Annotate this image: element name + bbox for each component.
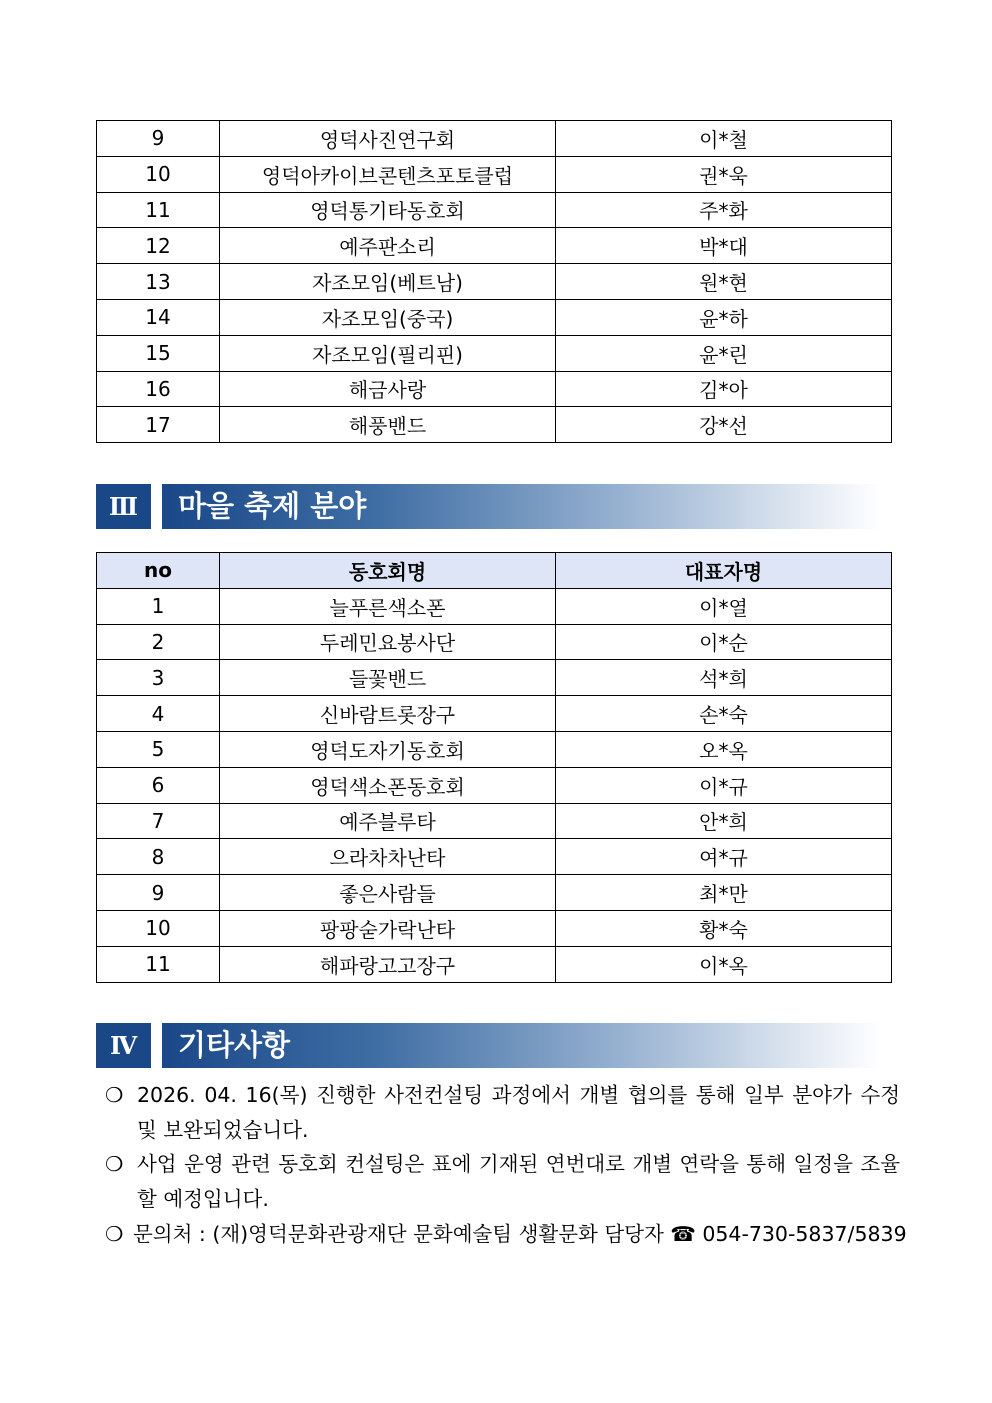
note-item: [105, 1217, 905, 1252]
note-item: [105, 1147, 900, 1217]
table-row: [97, 875, 892, 911]
table-row: [97, 407, 892, 443]
cell-representative: 황*숙: [556, 910, 892, 946]
cell-no: 14: [97, 299, 220, 335]
cell-no: 9: [97, 875, 220, 911]
cell-representative: 윤*하: [556, 299, 892, 335]
circle-bullet-icon: ❍: [105, 1222, 124, 1246]
cell-club-name: 해금사랑: [220, 371, 556, 407]
note-text: 2026. 04. 16(목) 진행한 사전컨설팅 과정에서 개별 협의를 통해 일부 분야가 수정 및 보완되었습니다.: [137, 1083, 900, 1142]
section-title: 마을 축제 분야: [162, 484, 881, 529]
table-row: [97, 767, 892, 803]
table-row: [97, 588, 892, 624]
cell-no: 2: [97, 624, 220, 660]
table-row: [97, 660, 892, 696]
table-row: [97, 624, 892, 660]
cell-no: 13: [97, 264, 220, 300]
cell-representative: 오*옥: [556, 731, 892, 767]
cell-no: 12: [97, 228, 220, 264]
cell-club-name: 팡팡숟가락난타: [220, 910, 556, 946]
cell-no: 5: [97, 731, 220, 767]
section-3-header: [96, 484, 881, 529]
cell-club-name: 자조모임(필리핀): [220, 335, 556, 371]
table-row: [97, 696, 892, 732]
cell-no: 16: [97, 371, 220, 407]
cell-no: 1: [97, 588, 220, 624]
cell-club-name: 영덕색소폰동호회: [220, 767, 556, 803]
cell-no: 3: [97, 660, 220, 696]
cell-representative: 김*아: [556, 371, 892, 407]
note-text: 문의처 : (재)영덕문화관광재단 문화예술팀 생활문화 담당자 ☎ 054-730-5837/5839: [133, 1222, 907, 1246]
cell-representative: 여*규: [556, 839, 892, 875]
cell-club-name: 영덕도자기동호회: [220, 731, 556, 767]
cell-no: 17: [97, 407, 220, 443]
section-title: 기타사항: [162, 1023, 881, 1068]
festival-club-table: [96, 552, 892, 983]
cell-no: 10: [97, 910, 220, 946]
cell-representative: 박*대: [556, 228, 892, 264]
cell-no: 6: [97, 767, 220, 803]
cell-no: 9: [97, 121, 220, 157]
cell-representative: 이*열: [556, 588, 892, 624]
circle-bullet-icon: ❍: [105, 1083, 124, 1107]
note-item: [105, 1078, 900, 1148]
cell-no: 10: [97, 156, 220, 192]
cell-representative: 주*화: [556, 192, 892, 228]
cell-club-name: 해풍밴드: [220, 407, 556, 443]
section-numeral: Ⅲ: [96, 484, 151, 529]
cell-no: 15: [97, 335, 220, 371]
cell-club-name: 예주블루타: [220, 803, 556, 839]
cell-no: 11: [97, 946, 220, 982]
cell-club-name: 자조모임(베트남): [220, 264, 556, 300]
cell-club-name: 늘푸른색소폰: [220, 588, 556, 624]
table-row: [97, 335, 892, 371]
cell-representative: 안*희: [556, 803, 892, 839]
cell-club-name: 해파랑고고장구: [220, 946, 556, 982]
cell-representative: 강*선: [556, 407, 892, 443]
header-representative: 대표자명: [556, 553, 892, 589]
table-row: [97, 121, 892, 157]
cell-club-name: 영덕통기타동호회: [220, 192, 556, 228]
circle-bullet-icon: ❍: [105, 1152, 124, 1176]
table-row: [97, 946, 892, 982]
cell-representative: 윤*린: [556, 335, 892, 371]
cell-no: 8: [97, 839, 220, 875]
cell-representative: 이*규: [556, 767, 892, 803]
cell-club-name: 예주판소리: [220, 228, 556, 264]
club-table-continued: [96, 120, 892, 443]
table-row: [97, 228, 892, 264]
table-row: [97, 371, 892, 407]
table-row: [97, 910, 892, 946]
table-row: [97, 192, 892, 228]
cell-representative: 이*옥: [556, 946, 892, 982]
cell-representative: 이*순: [556, 624, 892, 660]
cell-representative: 권*욱: [556, 156, 892, 192]
cell-club-name: 좋은사람들: [220, 875, 556, 911]
table-row: [97, 156, 892, 192]
cell-club-name: 자조모임(중국): [220, 299, 556, 335]
cell-representative: 이*철: [556, 121, 892, 157]
note-text: 사업 운영 관련 동호회 컨설팅은 표에 기재된 연번대로 개별 연락을 통해 일정을 조율할 예정입니다.: [137, 1152, 900, 1211]
table-row: [97, 264, 892, 300]
cell-representative: 석*희: [556, 660, 892, 696]
cell-representative: 손*숙: [556, 696, 892, 732]
table-row: [97, 299, 892, 335]
section-numeral: Ⅳ: [96, 1023, 151, 1068]
cell-no: 7: [97, 803, 220, 839]
header-club-name: 동호회명: [220, 553, 556, 589]
table-header-row: [97, 553, 892, 589]
cell-no: 4: [97, 696, 220, 732]
cell-club-name: 신바람트롯장구: [220, 696, 556, 732]
section-4-header: [96, 1023, 881, 1068]
table-row: [97, 731, 892, 767]
cell-representative: 원*현: [556, 264, 892, 300]
cell-representative: 최*만: [556, 875, 892, 911]
cell-club-name: 들꽃밴드: [220, 660, 556, 696]
header-no: no: [97, 553, 220, 589]
cell-club-name: 영덕사진연구회: [220, 121, 556, 157]
cell-club-name: 영덕아카이브콘텐츠포토클럽: [220, 156, 556, 192]
table-row: [97, 839, 892, 875]
table-row: [97, 803, 892, 839]
cell-club-name: 으라차차난타: [220, 839, 556, 875]
cell-club-name: 두레민요봉사단: [220, 624, 556, 660]
cell-no: 11: [97, 192, 220, 228]
